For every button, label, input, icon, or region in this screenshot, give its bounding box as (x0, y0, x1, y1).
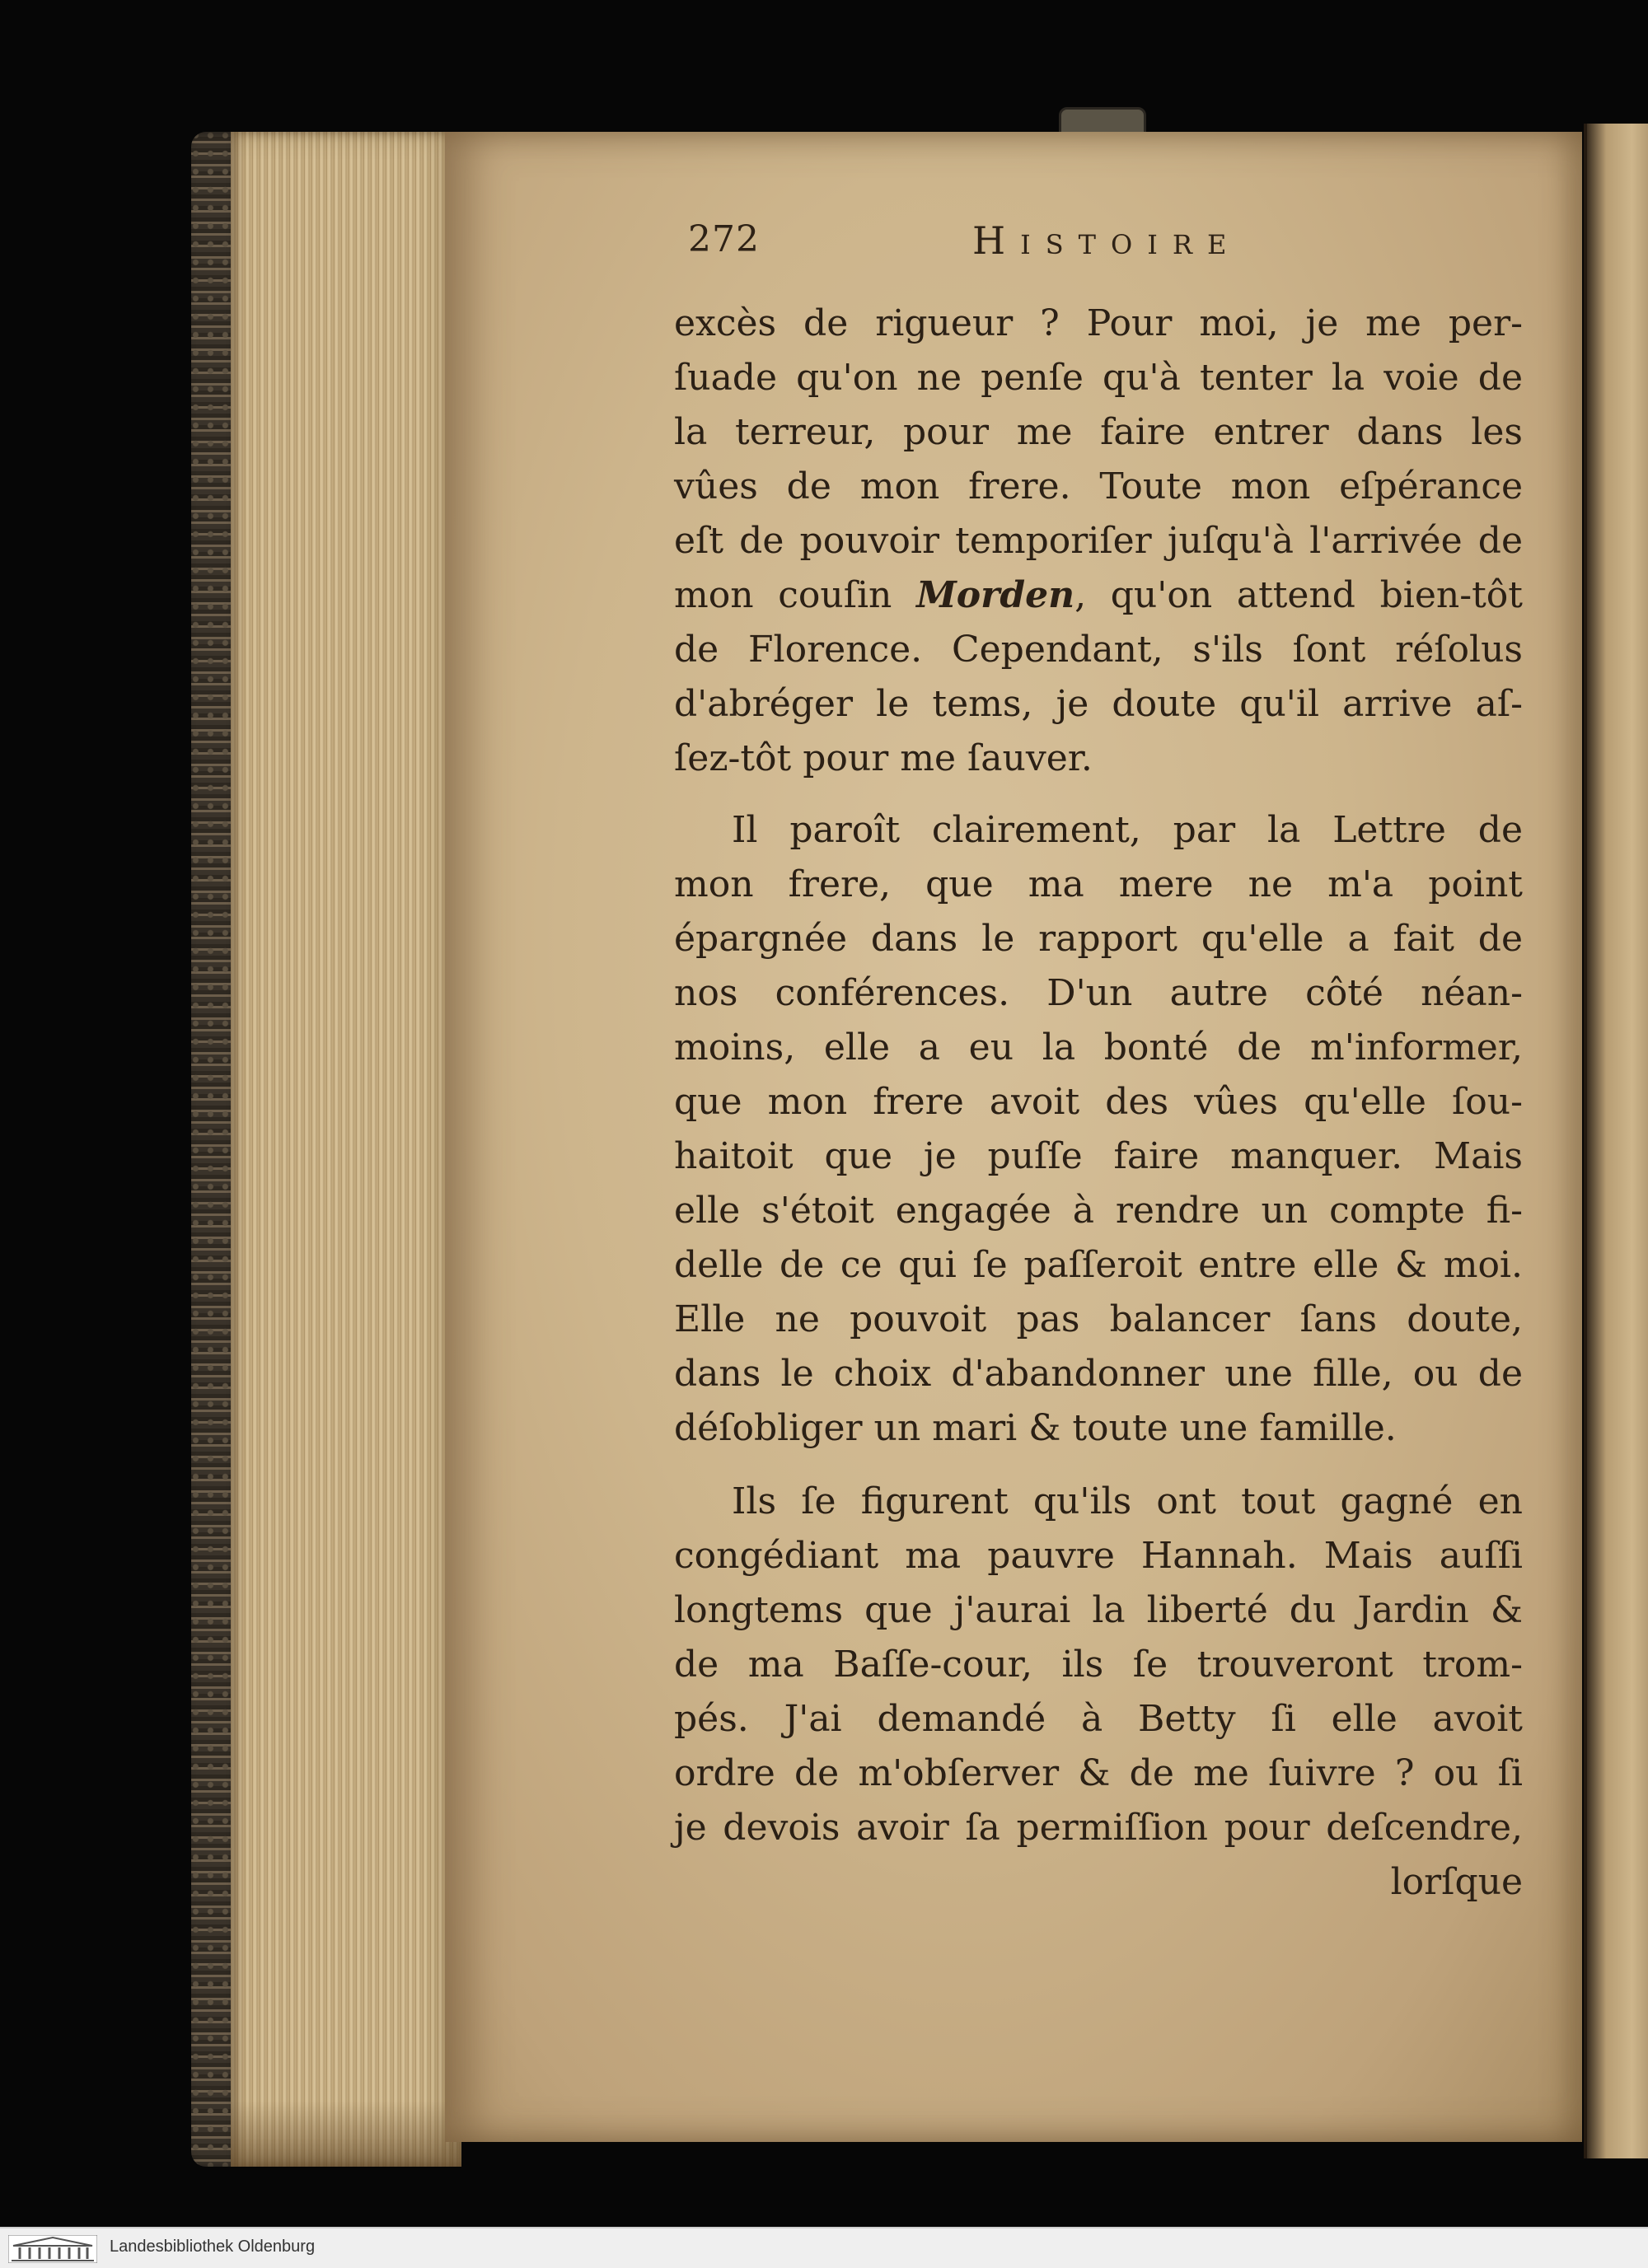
paragraph-3 (674, 1475, 1523, 1910)
paragraph-2 (674, 803, 1523, 1456)
emphasized-name: Morden (916, 574, 1075, 616)
running-head: Histoire (972, 218, 1242, 263)
page-stack (231, 132, 461, 2167)
page-number: 272 (688, 218, 760, 260)
text-line: pés. J'ai demandé à Betty ſi elle avoit (674, 1698, 1523, 1740)
text-line: d'abréger le tems, je doute qu'il arrive aſ- (674, 683, 1523, 725)
text-line: que mon frere avoit des vûes qu'elle ſou- (674, 1081, 1523, 1123)
text-line: mon frere, que ma mere ne m'a point (674, 863, 1523, 905)
text-line: Elle ne pouvoit pas balancer ſans doute, (674, 1298, 1523, 1340)
binding-clip (1059, 107, 1146, 135)
text-line: Ils ſe figurent qu'ils ont tout gagné en (732, 1480, 1523, 1522)
library-footer (0, 2227, 1648, 2268)
text-line: elle s'étoit engagée à rendre un compte fi- (674, 1190, 1523, 1232)
catchword: lorſque (1390, 1861, 1523, 1903)
text-line: ordre de m'obſerver & de me ſuivre ? ou ſi (674, 1752, 1523, 1794)
text-line: Il paroît clairement, par la Lettre de (732, 809, 1523, 851)
text-line: la terreur, pour me faire entrer dans les (674, 411, 1523, 453)
library-building-icon (8, 2235, 97, 2263)
text-fragment: mon couſin (674, 574, 917, 616)
text-line: eſt de pouvoir temporiſer juſqu'à l'arrivée de (674, 520, 1523, 562)
text-line: congédiant ma pauvre Hannah. Mais auſſi (674, 1535, 1523, 1577)
text-line: delle de ce qui ſe paſſeroit entre elle & moi. (674, 1244, 1523, 1286)
text-line: vûes de mon frere. Toute mon eſpérance (674, 465, 1523, 507)
text-line: je devois avoir ſa permiſſion pour deſcendre, (674, 1807, 1523, 1849)
text-fragment: , qu'on attend bien-tôt (1074, 574, 1523, 616)
page-header (688, 218, 1405, 276)
facing-page-edge (1584, 124, 1648, 2158)
text-line: moins, elle a eu la bonté de m'informer, (674, 1026, 1523, 1069)
text-line: déſobliger un mari & toute une famille. (674, 1407, 1397, 1449)
text-line: ſez-tôt pour me ſauver. (674, 737, 1093, 779)
text-line: de ma Baſſe-cour, ils ſe trouveront trom- (674, 1644, 1523, 1686)
library-name[interactable]: Landesbibliothek Oldenburg (110, 2238, 316, 2256)
text-line-with-name (674, 568, 1523, 623)
paragraph-1 (674, 297, 1523, 786)
text-line: longtems que j'aurai la liberté du Jardin & (674, 1589, 1523, 1631)
text-line: excès de rigueur ? Pour moi, je me per- (674, 302, 1523, 344)
text-line: de Florence. Cependant, s'ils ſont réſolus (674, 629, 1523, 671)
text-line: épargnée dans le rapport qu'elle a fait de (674, 918, 1523, 960)
text-line: haitoit que je puſſe faire manquer. Mais (674, 1135, 1523, 1177)
text-line: ſuade qu'on ne penſe qu'à tenter la voie de (674, 357, 1523, 399)
text-line: nos conférences. D'un autre côté néan- (674, 972, 1523, 1014)
text-line: dans le choix d'abandonner une fille, ou de (674, 1353, 1523, 1395)
